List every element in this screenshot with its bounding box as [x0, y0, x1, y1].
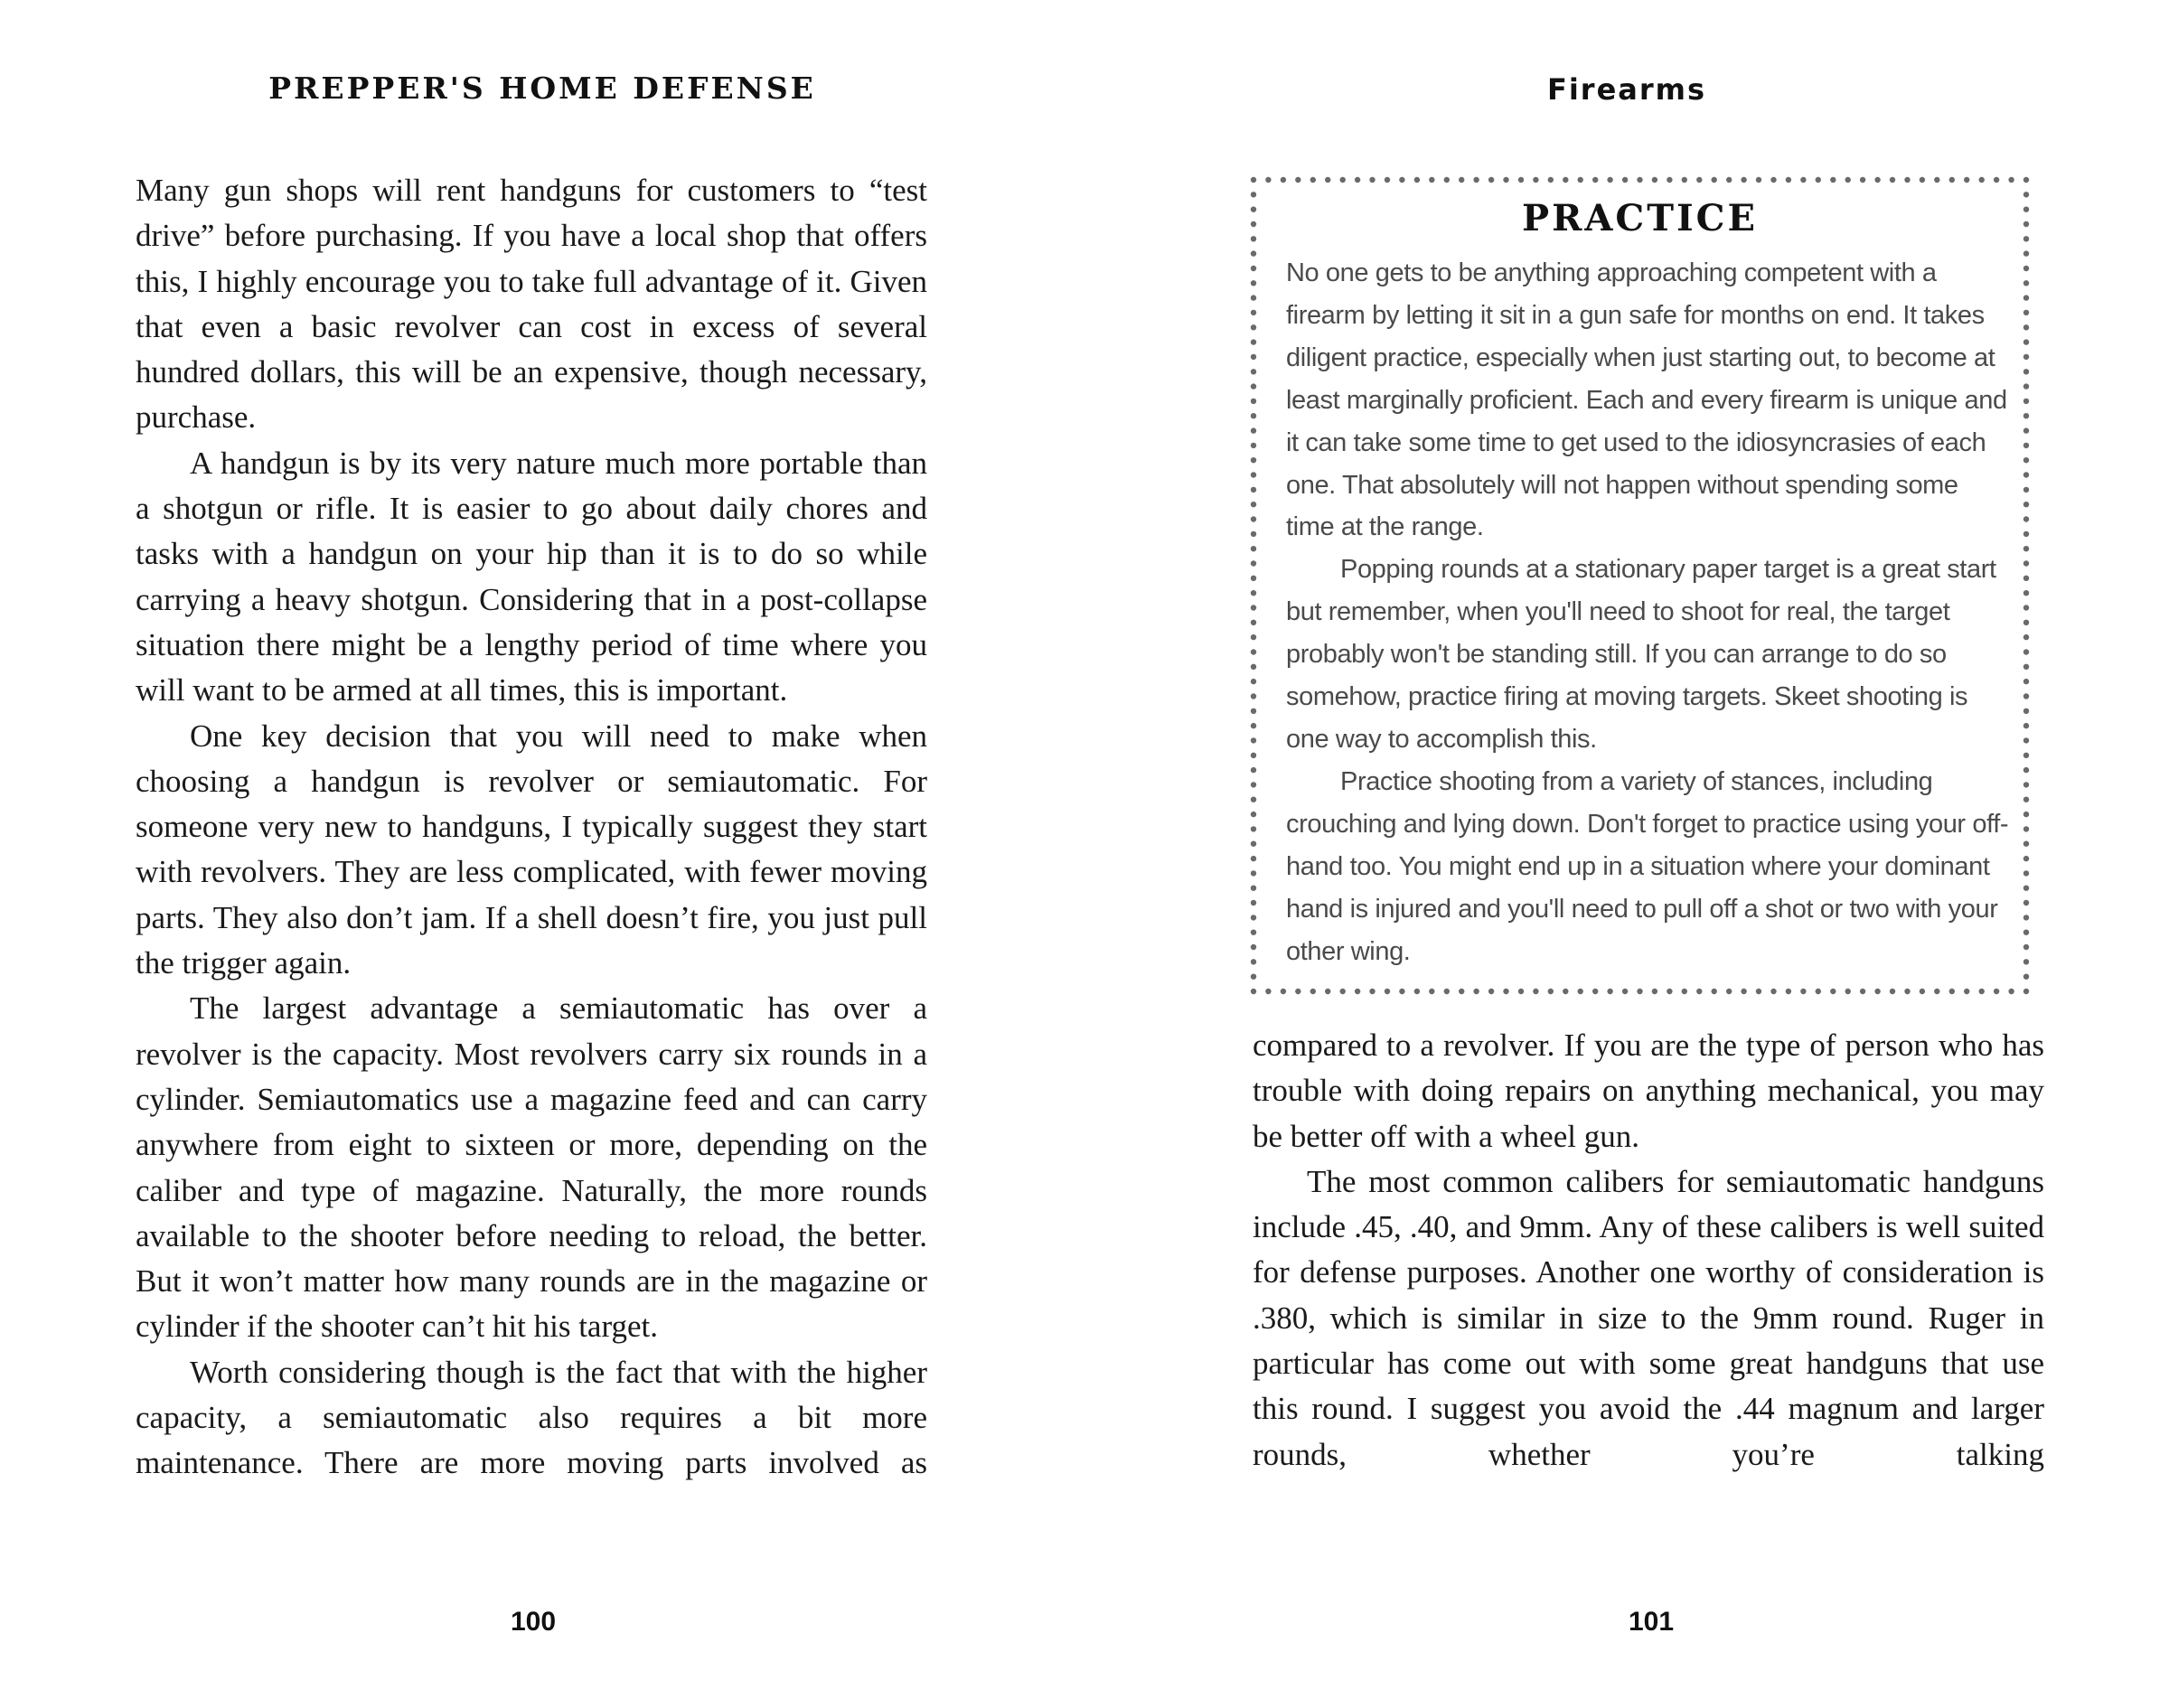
border-dot	[1904, 177, 1910, 183]
paragraph: The largest advantage a semiautomatic has over a revolver is the capacity. Most revolvers carry six rounds in a cylinder. Semiautomatics use a magazine feed and can carry anywhere from eight to sixteen or more, depending on the caliber and type of magazine. Naturally, the more rounds available to the shooter before needing to reload, the better. But it won’t matter how many rounds are in the magazine or cylinder if the shooter can’t hit his target.	[136, 990, 927, 1345]
border-dot	[2023, 516, 2029, 521]
border-dot	[1251, 177, 1256, 183]
border-dot	[1890, 177, 1895, 183]
border-dot	[1251, 664, 1256, 670]
border-dot	[2023, 339, 2029, 344]
border-dot	[1251, 576, 1256, 581]
border-dot	[1251, 339, 1256, 344]
border-dot	[2023, 472, 2029, 477]
border-dot	[1667, 989, 1672, 994]
paragraph: The most common calibers for semiautomatic handguns include .45, .40, and 9mm. Any of these calibers is well suited for defense purposes. Another one worthy of consideration is .380, which is similar in size to the 9mm round. Ruger in particular has come out with some great handguns that use this round. I suggest you avoid the .44 magnum and larger rounds, whether you’re talking	[1253, 1163, 2044, 1472]
border-dot	[2023, 767, 2029, 773]
border-dot	[1369, 177, 1375, 183]
border-dot	[2023, 443, 2029, 448]
border-dot	[2023, 502, 2029, 507]
border-dot	[1503, 177, 1508, 183]
border-dot	[1251, 399, 1256, 404]
border-dot	[1592, 989, 1598, 994]
border-dot	[2023, 560, 2029, 566]
paragraph: A handgun is by its very nature much more portable than a shotgun or rifle. It is easier to go about daily chores and tasks with a handgun on your hip than it is to do so while carrying a heavy shotgun. Considering that in a post-collapse situation there might be a lengthy period of time where you will want to be armed at all times, this is important.	[136, 445, 927, 709]
border-dot	[1444, 177, 1450, 183]
border-dot	[1830, 989, 1836, 994]
border-dot	[1251, 369, 1256, 374]
border-dot	[2023, 576, 2029, 581]
border-dot	[1251, 443, 1256, 448]
border-dot	[1251, 590, 1256, 596]
border-dot	[2023, 826, 2029, 831]
border-dot	[1607, 177, 1612, 183]
border-dot	[1548, 989, 1554, 994]
border-dot	[1726, 989, 1732, 994]
border-dot	[1652, 177, 1657, 183]
sidebar-body	[1286, 252, 2009, 972]
border-dot	[1385, 177, 1390, 183]
border-dot	[1281, 177, 1286, 183]
sidebar-paragraph: Popping rounds at a stationary paper target is a great start but remember, when you'll need to shoot for real, the target probably won't be standing still. If you can arrange to do so somehow, practice firing at moving targets. Skeet shooting is one way to accomplish this.	[1286, 555, 1996, 754]
border-dot	[1444, 989, 1450, 994]
border-dot	[1251, 620, 1256, 625]
border-dot	[1251, 959, 1256, 964]
border-dot	[1340, 177, 1346, 183]
border-dot	[1251, 354, 1256, 360]
border-dot	[2023, 177, 2029, 183]
border-dot	[1816, 989, 1821, 994]
border-dot	[1726, 177, 1732, 183]
border-dot	[1251, 250, 1256, 256]
border-dot	[2023, 753, 2029, 758]
border-dot	[1251, 280, 1256, 286]
border-dot	[1741, 177, 1746, 183]
running-head-book-title: PREPPER'S HOME DEFENSE	[268, 70, 816, 106]
border-dot	[1310, 989, 1316, 994]
border-dot	[1622, 177, 1628, 183]
border-dot	[2023, 737, 2029, 743]
border-dot	[1251, 709, 1256, 714]
border-dot	[1741, 989, 1746, 994]
border-dot	[1251, 856, 1256, 861]
running-head-chapter-title: Firearms	[1546, 72, 1707, 107]
border-dot	[2008, 989, 2014, 994]
left-page	[0, 0, 1084, 1708]
border-dot	[1518, 989, 1524, 994]
left-page-body	[136, 168, 927, 1487]
border-dot	[1251, 767, 1256, 773]
border-dot	[2023, 870, 2029, 876]
border-dot	[1251, 753, 1256, 758]
border-dot	[1533, 989, 1538, 994]
border-dot	[2023, 531, 2029, 537]
border-dot	[1251, 737, 1256, 743]
border-dot	[1920, 989, 1925, 994]
border-dot	[1756, 177, 1761, 183]
border-dot	[1503, 989, 1508, 994]
border-dot	[1904, 989, 1910, 994]
border-dot	[2023, 605, 2029, 610]
page-number: 100	[510, 1607, 557, 1637]
border-dot	[1607, 989, 1612, 994]
border-dot	[2023, 782, 2029, 787]
border-dot	[1295, 989, 1300, 994]
border-dot	[1355, 177, 1360, 183]
border-dot	[1251, 560, 1256, 566]
border-dot	[1295, 177, 1300, 183]
border-dot	[1563, 989, 1568, 994]
border-dot	[2023, 354, 2029, 360]
border-dot	[1518, 177, 1524, 183]
border-dot	[1473, 989, 1479, 994]
border-dot	[2023, 841, 2029, 847]
border-dot	[1548, 177, 1554, 183]
border-dot	[1251, 826, 1256, 831]
border-dot	[1652, 989, 1657, 994]
border-dot	[2023, 812, 2029, 817]
border-dot	[1355, 989, 1360, 994]
border-dot	[2023, 856, 2029, 861]
border-dot	[1770, 177, 1776, 183]
border-dot	[1696, 989, 1702, 994]
paragraph-continuation: compared to a revolver. If you are the type of person who has trouble with doing repairs on anything mechanical, you may be better off with a wheel gun.	[1253, 1028, 2044, 1154]
border-dot	[1949, 989, 1955, 994]
border-dot	[1934, 177, 1939, 183]
border-dot	[1251, 974, 1256, 980]
border-dot	[1251, 605, 1256, 610]
sidebar-paragraph: No one gets to be anything approaching competent with a firearm by letting it sit in a gun safe for months on end. It takes diligent practice, especially when just starting out, to become at least marginally proficient. Each and every firearm is unique and it can take some time to get used to the idiosyncrasies of each one. That absolutely will not happen without spending some time at the range.	[1286, 258, 2007, 542]
border-dot	[1637, 989, 1642, 994]
border-dot	[1578, 989, 1583, 994]
border-dot	[1488, 177, 1494, 183]
border-dot	[1874, 177, 1880, 183]
sidebar-paragraph: Practice shooting from a variety of stances, including crouching and lying down. Don't forget to practice using your off-hand too. You might end up in a situation where your dominant hand is injured and you'll need to pull off a shot or two with your other wing.	[1286, 766, 2009, 966]
sidebar-title: PRACTICE	[1522, 197, 1758, 239]
border-dot	[1712, 177, 1717, 183]
border-dot	[1533, 177, 1538, 183]
border-dot	[1251, 472, 1256, 477]
border-dot	[1251, 310, 1256, 315]
border-dot	[1563, 177, 1568, 183]
border-dot	[1964, 177, 1969, 183]
border-dot	[1682, 177, 1687, 183]
border-dot	[2023, 413, 2029, 418]
border-dot	[1488, 989, 1494, 994]
border-dot	[1251, 679, 1256, 684]
border-dot	[2023, 295, 2029, 300]
border-dot	[2023, 959, 2029, 964]
paragraph: One key decision that you will need to make when choosing a handgun is revolver or semiautomatic. For someone very new to handguns, I typically suggest they start with revolvers. They are less complicated, with fewer moving parts. They also don’t jam. If a shell doesn’t fire, you just pull the trigger again.	[136, 718, 927, 981]
border-dot	[1860, 989, 1865, 994]
page-number: 101	[1628, 1607, 1675, 1637]
border-dot	[1934, 989, 1939, 994]
border-dot	[2023, 324, 2029, 330]
border-dot	[1251, 797, 1256, 802]
border-dot	[2023, 900, 2029, 906]
border-dot	[1251, 930, 1256, 935]
border-dot	[2023, 886, 2029, 891]
border-dot	[1800, 989, 1806, 994]
border-dot	[1667, 177, 1672, 183]
border-dot	[1251, 413, 1256, 418]
border-dot	[2023, 709, 2029, 714]
border-dot	[2023, 383, 2029, 389]
border-dot	[1800, 177, 1806, 183]
border-dot	[2023, 620, 2029, 625]
border-dot	[2023, 944, 2029, 950]
border-dot	[1845, 177, 1851, 183]
border-dot	[1251, 457, 1256, 463]
border-dot	[2008, 177, 2014, 183]
border-dot	[2023, 280, 2029, 286]
border-dot	[1251, 886, 1256, 891]
border-dot	[1414, 177, 1420, 183]
border-dot	[1251, 634, 1256, 640]
border-dot	[2023, 427, 2029, 433]
border-dot	[1251, 915, 1256, 920]
border-dot	[1786, 989, 1791, 994]
border-dot	[1251, 502, 1256, 507]
border-dot	[1251, 383, 1256, 389]
border-dot	[1251, 812, 1256, 817]
border-dot	[1340, 989, 1346, 994]
paragraph-continued: Worth considering though is the fact that with the higher capacity, a semiautomatic also requires a bit more maintenance. There are more moving parts involved as	[136, 1354, 927, 1481]
border-dot	[1325, 989, 1330, 994]
border-dot	[1251, 723, 1256, 728]
border-dot	[1830, 177, 1836, 183]
border-dot	[1251, 693, 1256, 699]
border-dot	[2023, 664, 2029, 670]
border-dot	[1712, 989, 1717, 994]
border-dot	[1890, 989, 1895, 994]
border-dot	[1994, 177, 1999, 183]
border-dot	[1860, 177, 1865, 183]
border-dot	[1979, 989, 1985, 994]
border-dot	[1251, 649, 1256, 654]
border-dot	[2023, 590, 2029, 596]
border-dot	[1964, 989, 1969, 994]
border-dot	[2023, 546, 2029, 551]
border-dot	[1251, 944, 1256, 950]
border-dot	[1770, 989, 1776, 994]
border-dot	[1874, 989, 1880, 994]
border-dot	[2023, 369, 2029, 374]
border-dot	[1310, 177, 1316, 183]
border-dot	[2023, 487, 2029, 493]
border-dot	[1979, 177, 1985, 183]
border-dot	[2023, 974, 2029, 980]
border-dot	[1399, 989, 1404, 994]
paragraph: Many gun shops will rent handguns for customers to “test drive” before purchasing. If you have a local shop that offers this, I highly encourage you to take full advantage of it. Given that even a basic revolver can cost in excess of several hundred dollars, this will be an expensive, though necessary, purchase.	[136, 173, 927, 436]
right-page-body	[1253, 1023, 2044, 1478]
border-dot	[1251, 546, 1256, 551]
border-dot	[1265, 177, 1271, 183]
border-dot	[1682, 989, 1687, 994]
border-dot	[1251, 487, 1256, 493]
border-dot	[1385, 989, 1390, 994]
border-dot	[2023, 723, 2029, 728]
border-dot	[1637, 177, 1642, 183]
border-dot	[1949, 177, 1955, 183]
border-dot	[1459, 177, 1464, 183]
border-dot	[2023, 915, 2029, 920]
border-dot	[1622, 989, 1628, 994]
border-dot	[2023, 250, 2029, 256]
border-dot	[2023, 399, 2029, 404]
border-dot	[1251, 531, 1256, 537]
border-dot	[1399, 177, 1404, 183]
border-dot	[1251, 782, 1256, 787]
border-dot	[1816, 177, 1821, 183]
border-dot	[2023, 634, 2029, 640]
border-dot	[1459, 989, 1464, 994]
border-dot	[2023, 266, 2029, 271]
border-dot	[2023, 457, 2029, 463]
border-dot	[2023, 693, 2029, 699]
border-dot	[1414, 989, 1420, 994]
border-dot	[1251, 295, 1256, 300]
border-dot	[1369, 989, 1375, 994]
border-dot	[1251, 989, 1256, 994]
border-dot	[1251, 266, 1256, 271]
border-dot	[1473, 177, 1479, 183]
border-dot	[1251, 427, 1256, 433]
border-dot	[2023, 930, 2029, 935]
border-dot	[1920, 177, 1925, 183]
border-dot	[2023, 679, 2029, 684]
border-dot	[1845, 989, 1851, 994]
border-dot	[2023, 989, 2029, 994]
border-dot	[2023, 649, 2029, 654]
border-dot	[1429, 177, 1434, 183]
border-dot	[2023, 310, 2029, 315]
border-dot	[1251, 870, 1256, 876]
border-dot	[1696, 177, 1702, 183]
border-dot	[1265, 989, 1271, 994]
border-dot	[1756, 989, 1761, 994]
border-dot	[1251, 900, 1256, 906]
border-dot	[1325, 177, 1330, 183]
border-dot	[1281, 989, 1286, 994]
border-dot	[1786, 177, 1791, 183]
border-dot	[1994, 989, 1999, 994]
border-dot	[1429, 989, 1434, 994]
border-dot	[1251, 841, 1256, 847]
border-dot	[1578, 177, 1583, 183]
border-dot	[2023, 797, 2029, 802]
border-dot	[1592, 177, 1598, 183]
border-dot	[1251, 324, 1256, 330]
border-dot	[1251, 516, 1256, 521]
